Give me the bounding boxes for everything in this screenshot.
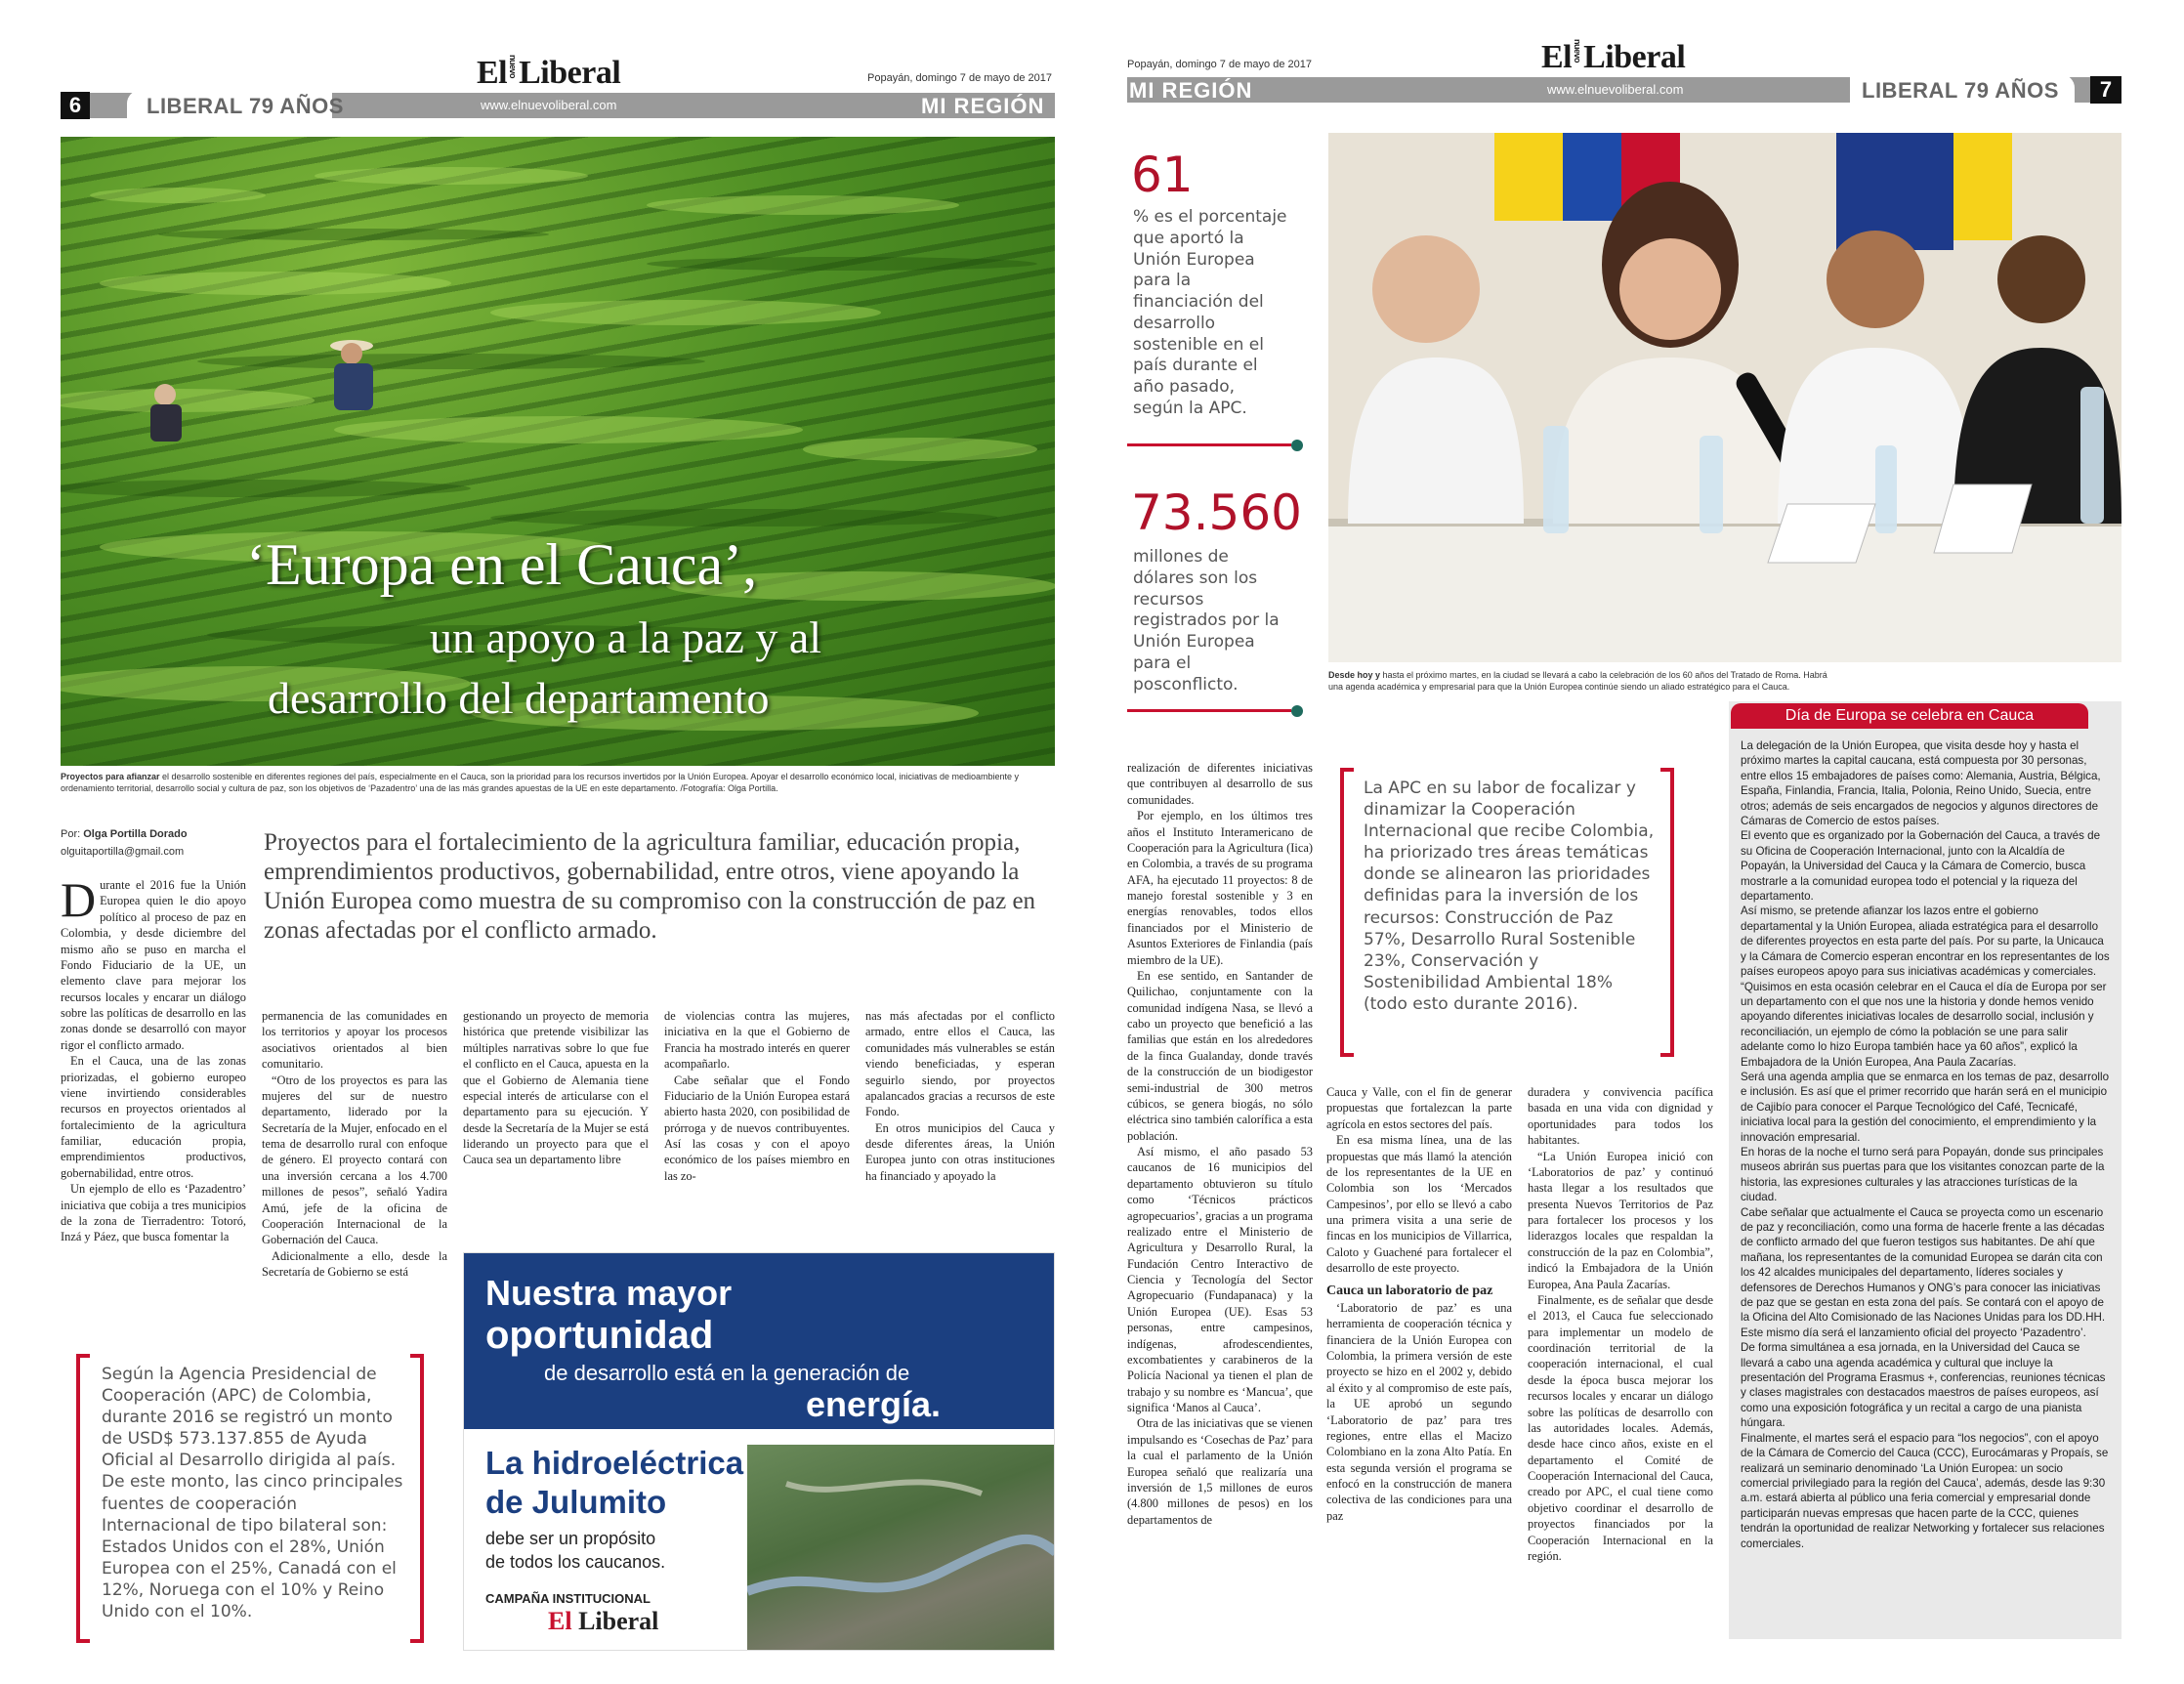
ad-line-1: Nuestra mayor xyxy=(485,1273,733,1313)
logo-liberal-text-right: Liberal xyxy=(1583,39,1686,75)
stat-73560-text: millones de dólares son los recursos registrados por la Unión Europea para el posconflicto. xyxy=(1133,547,1280,695)
col1-para-3: Un ejemplo de ello es ‘Pazadentro’ iniciativa que cobija a tres municipios de la zona de Tierradentro: Totoró, Inzá y Páez, que busca fomentar la xyxy=(61,1182,246,1244)
stat-1-dot xyxy=(1291,440,1303,451)
rcol2-para-3: ‘Laboratorio de paz’ es una herramienta de cooperación técnica y financiera de la Unión Europea con Colombia, la primera versión de este proyecto se hizo en el 2002 y, debido al éxito y al compromiso de este país, la UE aprobó un segundo ‘Laboratorio de paz’ para tres regiones, entre ellas el Macizo Colombiano en la zona Alto Patía. En esta segunda versión el programa se enfocó en la construcción de manera colectiva de las condiciones para una paz xyxy=(1326,1300,1512,1523)
anniversary-label-left: LIBERAL 79 AÑOS xyxy=(147,94,344,118)
stat-2-dot xyxy=(1291,705,1303,717)
farmer-figure-2 xyxy=(330,340,373,410)
page-number-left: 6 xyxy=(61,92,90,119)
ad-campaign-label: CAMPAÑA INSTITUCIONAL xyxy=(485,1591,651,1606)
headline-line-2: un apoyo a la paz y al xyxy=(430,612,822,662)
anniversary-label-right: LIBERAL 79 AÑOS xyxy=(1862,78,2059,103)
dropcap: D xyxy=(61,877,97,927)
right-article-col-1 xyxy=(1127,760,1313,1651)
sidebar-text xyxy=(1741,738,2112,1639)
quote-bracket-right xyxy=(410,1354,424,1643)
sidebar-para-8: De forma simultánea a esa jornada, en la Universidad del Cauca se llevará a cabo una agenda académica y cultural que incluye la presentación del Programa Erasmus +, conferencias, reuniones técnicas y clases magistrales con destacados maestros de países europeos, así como una exposición fotográfica y un recital a cargo de una pianista húngara. xyxy=(1741,1341,2106,1430)
byline-email[interactable]: olguitaportilla@gmail.com xyxy=(61,846,185,858)
quote-bracket-left xyxy=(76,1354,90,1643)
caption-bold-right: Desde hoy y xyxy=(1328,670,1381,680)
panel-photo-svg xyxy=(1328,133,2121,662)
logo-el-text-right: El xyxy=(1541,39,1573,75)
apc-quote-box: Según la Agencia Presidencial de Cooperación (APC) de Colombia, durante 2016 se registró un monto de USD$ 573.137.855 de Ayuda Oficial al Desarrollo dirigida al país. De este monto, las cinco principales fuentes de cooperación Internacional de tipo bilateral son: Estados Unidos con el 28%, Unión Europea con el 25%, Canadá con el 12%, Noruega con el 10% y Reino Unido con el 10%. xyxy=(102,1365,403,1622)
caption-text-right: hasta el próximo martes, en la ciudad se llevará a cabo la celebración de los 60 años del Tratado de Roma. Habrá una agenda académica y empresarial para que la Unión Europea continúe siendo un aliado estratégico para el Cauca. xyxy=(1328,670,1827,692)
logo-nuevo-text-right: nuevo xyxy=(1573,39,1583,63)
rcol3-para-1: duradera y convivencia pacífica basada en una vida con dignidad y oportunidades para todos los habitantes. xyxy=(1528,1085,1713,1148)
rcol1-para-4: Así mismo, el año pasado 53 caucanos de 16 municipios del departamento obtuvieron su título como ‘Técnicos prácticos agropecuarios’, gracias a un programa realizado entre el Ministerio de Agricultura y Desarrollo Rural, la Fundación Centro Interactivo de Ciencia y Tecnología del Sector Agropecuario (Fundapanaca) y la Unión Europea (UE). Esas 53 personas, entre campesinos, indígenas, afrodescendientes, excombatientes y carabineros de la Policía Nacional ya tienen el plan de trabajo y su nombre es ‘Mancua’, que significa ‘Manos al Cauca’. xyxy=(1127,1145,1313,1414)
col4-para-2: Cabe señalar que el Fondo Fiduciario de la Unión Europea estará abierto hasta 2020, con posibilidad de prórroga y de nuevos contribuyentes. Así las cosas y con el apoyo económico de los países miembro en las zo- xyxy=(664,1073,850,1183)
col5-para-1: nas más afectadas por el conflicto armado, entre ellos el Cauca, las comunidades más vulnerables se están viendo beneficiadas, y esperan seguirlo siendo, por proyectos apalancados gracias a recursos de este Fondo. xyxy=(865,1009,1055,1119)
stat-61-number: 61 xyxy=(1131,147,1194,203)
article-col-1 xyxy=(61,877,246,1315)
panel-photo xyxy=(1328,133,2121,662)
ad-brand-logo xyxy=(548,1607,658,1636)
ad-line-4: energía. xyxy=(806,1384,942,1424)
headline-line-3: desarrollo del departamento xyxy=(268,673,770,723)
sidebar-para-4: “Quisimos en esta ocasión celebrar en el Cauca el día de Europa por ser un departamento con el que nos une la historia y donde hemos venido apoyando diferentes iniciativas locales de desarrollo social, inclusión y reconciliación, un ejemplo de cómo la población se une para salir adelante como lo hizo Europa también hace ya 60 años”, explicó la Embajadora de la Unión Europea, Ana Paula Zacarías. xyxy=(1741,980,2107,1069)
article-col-5 xyxy=(865,1008,1055,1203)
col1-para-2: En el Cauca, una de las zonas priorizadas, el gobierno europeo viene invirtiendo considerables recursos en proyectos orientados al fortalecimiento de la agricultura familiar, educación propia, emprendimientos productivos, gobernabilidad, entre otros. xyxy=(61,1054,246,1180)
ad-line-2: oportunidad xyxy=(485,1314,714,1357)
right-article-col-2 xyxy=(1326,1084,1512,1651)
site-url-left[interactable]: www.elnuevoliberal.com xyxy=(481,98,617,112)
sidebar-para-7: Cabe señalar que actualmente el Cauca se proyecta como un escenario de paz y reconciliación, como una forma de hacerle frente a las décadas de conflicto armado del que fueron testigos sus habitantes. De ahí que mañana, los representantes de la comunidad Europea se darán cita con los 42 alcaldes municipales del departamento, líderes sociales y defensores de Derechos Humanos y ONG’s para conocer las iniciativas de paz que se gestan en esta zona del país. Se contará con el apoyo de la Oficina del Alto Comisionado de las Naciones Unidas para los DD.HH. Este mismo día será el lanzamiento oficial del proyecto ‘Pazadentro’. xyxy=(1741,1205,2106,1339)
rcol1-para-2: Por ejemplo, en los últimos tres años el Instituto Interamericano de Cooperación para la Agricultura (Iica) en Colombia, a través de su programa AFA, ha ejecutado 11 proyectos: 8 de manejo forestal sostenible y 3 en energías renovables, todos ellos financiados por el Ministerio de Asuntos Exteriores de Finlandia (país miembro de la UE). xyxy=(1127,809,1313,967)
sidebar-title: Día de Europa se celebra en Cauca xyxy=(1731,703,2088,729)
ad-river-svg xyxy=(747,1445,1055,1651)
ad-sub-1: debe ser un propósito xyxy=(485,1529,656,1548)
dateline-right: Popayán, domingo 7 de mayo de 2017 xyxy=(1127,59,1312,70)
byline xyxy=(61,828,188,840)
logo-el-text: El xyxy=(477,55,508,91)
sidebar-para-6: En horas de la noche el turno será para Popayán, donde sus principales museos abrirán sus puertas para que los visitantes conozcan parte de la historia, las expresiones culturales y las atracciones turísticas de la ciudad. xyxy=(1741,1145,2105,1204)
sidebar-para-9: Finalmente, el martes será el espacio para “los negocios”, con el apoyo de la Cámara de Comercio del Cauca (CCC), Eurocámaras y Propaís, se realizará un seminario denominado ‘La Unión Europea: un socio comercial privilegiado para la región del Cauca’, además, desde las 9:30 a.m. estará abierta al público una feria comercial y empresarial donde participarán nuevas empresas que hacen parte de la CCC, quienes tendrán la oportunidad de realizar Networking y fortalecer sus relaciones comerciales. xyxy=(1741,1431,2109,1550)
caption-text-left: el desarrollo sostenible en diferentes regiones del país, especialmente en el Cauca, son la prioridad para los recursos invertidos por la Unión Europea. Apoyar el desarrollo económico local, iniciativas de medioambiente y ordenamiento territorial, desarrollo social y cultura de paz, son los objetivos de ‘Pazadentro’ una de las más grandes apuestas de la UE en este departamento. /Fotografía: Olga Portilla. xyxy=(61,772,1020,793)
byline-prefix: Por: xyxy=(61,828,84,840)
ad-sub-2: de todos los caucanos. xyxy=(485,1552,666,1572)
sidebar-para-1: La delegación de la Unión Europea, que visita desde hoy y hasta el próximo martes la capital caucana, está compuesta por 30 personas, entre ellos 15 embajadores de países como: Alemania, Austria, Bélgica, España, Finlandia, Francia, Italia, Polonia, Reino Unido, Suecia, entre otros; además de seis encargados de negocios y algunos directores de Cámaras de Comercio de estos países. xyxy=(1741,739,2101,828)
stat-1-rule xyxy=(1127,443,1291,446)
photo-caption-left xyxy=(61,772,1055,794)
col2-para-2: “Otro de los proyectos es para las mujeres del sur de nuestro departamento, liderado por la Secretaría de la Mujer, enfocado en el tema de desarrollo rural con enfoque de género. El proyecto contará con una inversión cercana a los 4.700 millones de pesos”, señaló Yadira Amú, jefe de la oficina de Cooperación Internacional de la Gobernación del Cauca. xyxy=(262,1073,447,1247)
masthead-logo-right xyxy=(1541,39,1685,76)
rcol2-subhead: Cauca un laboratorio de paz xyxy=(1326,1283,1493,1298)
logo-liberal-text: Liberal xyxy=(519,55,621,91)
dateline-left: Popayán, domingo 7 de mayo de 2017 xyxy=(867,72,1052,84)
right-article-col-3 xyxy=(1528,1084,1713,1651)
sidebar-para-5: Será una agenda amplia que se enmarca en los temas de paz, desarrollo e inclusión. Es así que el primer recorrido que harán será en el municipio de Cajibío para conocer el Parque Tecnológico del Café, Tecnicafé, iniciativa local para la gestión del conocimiento, el emprendimiento y la innovación empresarial. xyxy=(1741,1070,2110,1144)
col2-para-3: Adicionalmente a ello, desde la Secretaría de Gobierno se está xyxy=(262,1248,447,1279)
article-col-4 xyxy=(664,1008,850,1203)
ad-brand-el: El xyxy=(548,1607,572,1635)
col5-para-2: En otros municipios del Cauca y desde diferentes áreas, la Unión Europea junto con otras instituciones ha financiado y apoyado la xyxy=(865,1120,1055,1183)
ad-title-1: La hidroeléctrica xyxy=(485,1445,744,1481)
page-number-right: 7 xyxy=(2090,76,2121,104)
quote2-bracket-left xyxy=(1340,768,1354,1057)
stat-2-rule xyxy=(1127,709,1291,712)
lead-paragraph: Proyectos para el fortalecimiento de la agricultura familiar, educación propia, emprendimientos productivos, gobernabilidad, entre otros, viene apoyando la Unión Europea como muestra de su compromiso con la construcción de paz en zonas afectadas por el conflicto armado. xyxy=(264,829,1036,944)
ad-brand-liberal: Liberal xyxy=(578,1607,659,1635)
article-col-2 xyxy=(262,1008,447,1315)
col1-first-para: urante el 2016 fue la Unión Europea quien le dio apoyo político al proceso de paz en Colombia, y desde diciembre del mismo año se puso en marcha el Fondo Fiduciario de la UE, un elemento clave para mejorar los recursos locales y encarar un diálogo sobre las políticas de desarrollo en las zonas donde se desarrolló con mayor rigor el conflicto armado. xyxy=(61,878,246,1052)
rcol3-para-2: “La Unión Europea inició con ‘Laboratorios de paz’ y continuó hasta llegar a los resultados que presenta Nuevos Territorios de Paz para fortalecer los procesos y los liderazgos locales que respaldan la construcción de la paz en Colombia”, indicó la Embajadora de la Unión Europea, Ana Paula Zacarías. xyxy=(1528,1149,1713,1291)
col2-para-1: permanencia de las comunidades en los territorios y apoyar los procesos asociativos orientados al bien comunitario. xyxy=(262,1009,447,1072)
stat-61-text: % es el porcentaje que aportó la Unión Europea para la financiación del desarrollo sostenible en el país durante el año pasado, según la APC. xyxy=(1133,207,1287,418)
headline-line-1: ‘Europa en el Cauca’, xyxy=(246,532,758,597)
sidebar-para-2: El evento que es organizado por la Gobernación del Cauca, a través de su Oficina de Cooperación Internacional, junto con la Alcaldía de Popayán, la Universidad del Cauca y la Cámara de Comercio, busca mostrarle a la comunidad europea todo el potencial y la riqueza del departamento. xyxy=(1741,829,2101,904)
logo-nuevo-text: nuevo xyxy=(508,55,519,79)
hero-photo xyxy=(61,137,1055,766)
apc-priorities-quote: La APC en su labor de focalizar y dinamizar la Cooperación Internacional que recibe Colombia, ha priorizado tres áreas temáticas donde se alinearon las prioridades definidas para la inversión de los recursos: Construcción de Paz 57%, Desarrollo Rural Sostenible 23%, Conservación y Sostenibilidad Ambiental 18% (todo esto durante 2016). xyxy=(1364,779,1655,1014)
rcol1-para-5: Otra de las iniciativas que se vienen impulsando es ‘Cosechas de Paz’ para la cual el parlamento de la Unión Europea señaló que realizaría una inversión de 1,5 millones de euros (4.800 millones de pesos) en los departamentos de xyxy=(1127,1416,1313,1527)
col4-para-1: de violencias contra las mujeres, iniciativa en la que el Gobierno de Francia ha mostrado interés en querer acompañarlo. xyxy=(664,1009,850,1072)
quote2-bracket-right xyxy=(1660,768,1674,1057)
masthead-logo-left xyxy=(477,55,620,92)
rcol2-para-2: En esa misma línea, una de las propuestas que más llamó la atención de los representantes de la UE en Colombia son los ‘Mercados Campesinos’, por ello se llevó a cabo una primera visita a una serie de fincas en los municipios de Villarrica, Caloto y Guachené para fortalecer el desarrollo de este proyecto. xyxy=(1326,1133,1512,1276)
site-url-right[interactable]: www.elnuevoliberal.com xyxy=(1547,82,1684,97)
section-label-right: MI REGIÓN xyxy=(1129,78,1253,103)
ad-aerial-photo xyxy=(747,1445,1055,1651)
caption-bold-left: Proyectos para afianzar xyxy=(61,772,160,781)
rcol2-para-1: Cauca y Valle, con el fin de generar propuestas que fortalezcan la parte agrícola en estos sectores del país. xyxy=(1326,1085,1512,1131)
byline-author: Olga Portilla Dorado xyxy=(83,828,188,840)
section-label-left: MI REGIÓN xyxy=(921,94,1045,118)
article-col-3 xyxy=(463,1008,649,1203)
rcol3-para-3: Finalmente, es de señalar que desde el 2013, el Cauca fue seleccionado para implementar un modelo de coordinación territorial de la cooperación internacional, el cual desde la época busca mejorar los recursos locales y encarar un diálogo sobre las políticas de desarrollo con las autoridades locales. Además, desde hace cinco años, existe en el departamento el Comité de Cooperación Internacional del Cauca, creado por APC, el cual tiene como objetivo coordinar el desarrollo de proyectos financiados por la Cooperación Internacional en la región. xyxy=(1528,1292,1713,1563)
ad-line-3: de desarrollo está en la generación de xyxy=(544,1361,910,1385)
sidebar-para-3: Así mismo, se pretende afianzar los lazos entre el gobierno departamental y la Unión Europea, aliada estratégica para el desarrollo de diferentes proyectos en esta parte del país. Por su parte, la Unicauca y la Cámara de Comercio esperan encontrar en los representantes de los países europeos apoyo para sus iniciativas académicas y comerciales. xyxy=(1741,905,2110,979)
photo-caption-right xyxy=(1328,670,1836,693)
rcol1-para-3: En ese sentido, en Santander de Quilichao, conjuntamente con la comunidad indígena Nasa, se llevó a cabo un proyecto que benefició a las familias que están en los alrededores de la finca Gualanday, donde través de la construcción de un biodigestor semi-industrial de 300 metros cúbicos, se genera biogás, no sólo eléctrica sino también calorífica a esta población. xyxy=(1127,968,1313,1143)
hydro-ad[interactable] xyxy=(463,1252,1055,1651)
col3-para-1: gestionando un proyecto de memoria histórica que pretende visibilizar las múltiples narrativas sobre lo que fue el conflicto en el Cauca, apuesta en la que el Gobierno de Alemania tiene especial interés de articularse con el departamento para su ejecución. Y desde la Secretaría de la Mujer se está liderando un proyecto para que el Cauca sea un departamento libre xyxy=(463,1009,649,1167)
ad-title-2: de Julumito xyxy=(485,1484,667,1520)
rcol1-para-1: realización de diferentes iniciativas que contribuyen al desarrollo de sus comunidades. xyxy=(1127,761,1313,807)
stat-73560-number: 73.560 xyxy=(1131,484,1302,541)
